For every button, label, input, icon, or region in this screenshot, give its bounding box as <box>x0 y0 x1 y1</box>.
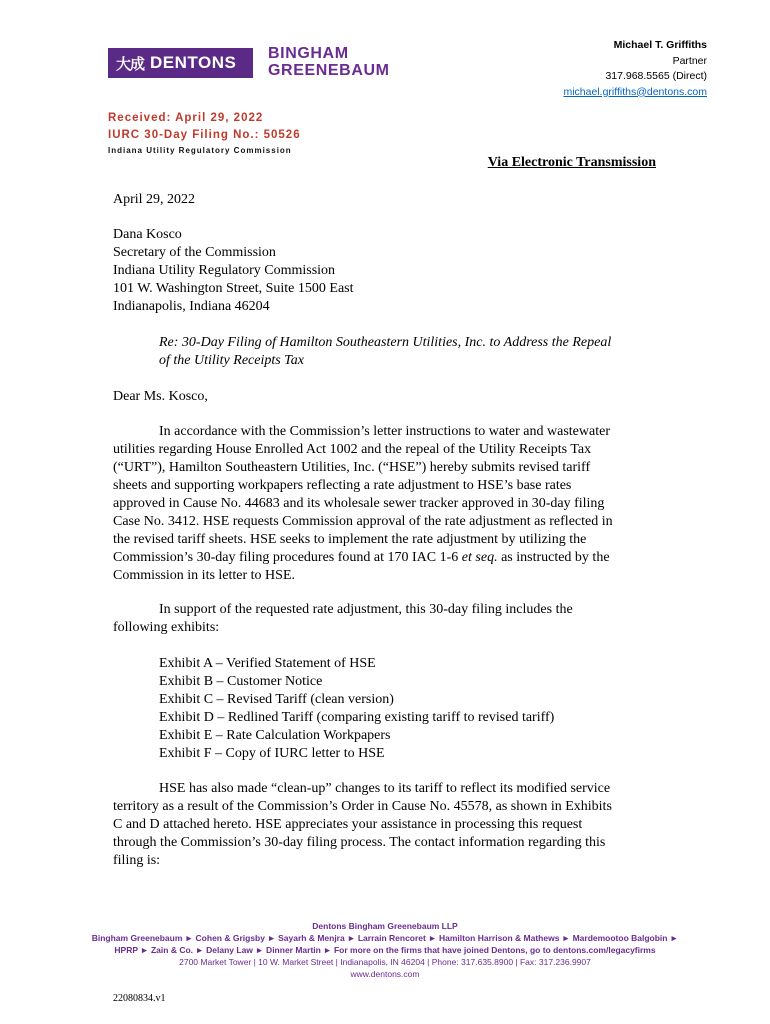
footer-address: 2700 Market Tower | 10 W. Market Street | Indianapolis, IN 46204 | Phone: 317.635.8900 | Fax: 317.236.9907 <box>179 957 591 967</box>
exhibit-item: Exhibit F – Copy of IURC letter to HSE <box>159 746 385 761</box>
logo-bingham-text: BINGHAM <box>268 45 349 62</box>
bingham-greenebaum-logo <box>268 45 390 79</box>
stamp-received: Received: April 29, 2022 <box>108 112 264 124</box>
subject-line-text: of the Utility Receipts Tax <box>159 353 304 368</box>
dentons-logo-box <box>108 48 253 78</box>
paragraph-line: territory as a result of the Commission’s Order in Cause No. 45578, as shown in Exhibits <box>113 799 612 814</box>
body-paragraph-1 <box>113 423 658 585</box>
paragraph-line: In accordance with the Commission’s letter instructions to water and wastewater <box>159 424 610 439</box>
address-line: Dana Kosco <box>113 227 182 242</box>
paragraph-line: the revised tariff sheets. HSE seeks to implement the rate adjustment by utilizing the <box>113 532 587 547</box>
address-line: Indiana Utility Regulatory Commission <box>113 263 336 278</box>
paragraph-line: HSE has also made “clean-up” changes to its tariff to reflect its modified service <box>159 781 611 796</box>
author-block <box>563 38 707 100</box>
paragraph-text: as instructed by the <box>497 550 610 565</box>
salutation: Dear Ms. Kosco, <box>113 389 208 404</box>
stamp-filing-number: IURC 30-Day Filing No.: 50526 <box>108 129 301 141</box>
paragraph-line: Case No. 3412. HSE requests Commission approval of the rate adjustment as reflected in <box>113 514 613 529</box>
via-line: Via Electronic Transmission <box>487 155 656 170</box>
footer-legacy-firms: Bingham Greenebaum ► Cohen & Grigsby ► Sayarh & Menjra ► Larrain Rencoret ► Hamilton Harrison & Mathews ► Mardemootoo Balgobin ► <box>91 933 679 943</box>
received-stamp <box>108 110 301 157</box>
exhibit-item: Exhibit B – Customer Notice <box>159 674 323 689</box>
paragraph-line: Commission in its letter to HSE. <box>113 568 296 583</box>
paragraph-line: (“URT”), Hamilton Southeastern Utilities, Inc. (“HSE”) hereby submits revised tariff <box>113 460 591 475</box>
paragraph-line: following exhibits: <box>113 620 220 635</box>
logo-dentons-text: DENTONS <box>150 53 237 72</box>
paragraph-line: C and D attached hereto. HSE appreciates your assistance in processing this request <box>113 817 583 832</box>
logo-chinese-text: 大成 <box>116 54 145 73</box>
body-paragraph-2 <box>113 601 658 637</box>
paragraph-text: Commission’s 30-day filing procedures found at 170 IAC 1-6 <box>113 550 462 565</box>
exhibit-item: Exhibit C – Revised Tariff (clean version) <box>159 692 394 707</box>
paragraph-line: utilities regarding House Enrolled Act 1002 and the repeal of the Utility Receipts Tax <box>113 442 592 457</box>
letter-date: April 29, 2022 <box>113 192 196 207</box>
address-line: 101 W. Washington Street, Suite 1500 East <box>113 281 354 296</box>
paragraph-line <box>113 549 658 567</box>
stamp-commission: Indiana Utility Regulatory Commission <box>108 146 292 155</box>
author-name: Michael T. Griffiths <box>613 39 707 51</box>
exhibit-item: Exhibit E – Rate Calculation Workpapers <box>159 728 391 743</box>
letterhead-footer <box>0 920 770 980</box>
recipient-address <box>113 226 354 316</box>
body-paragraph-3 <box>113 780 658 870</box>
exhibit-item: Exhibit D – Redlined Tariff (comparing existing tariff to revised tariff) <box>159 710 555 725</box>
address-line: Secretary of the Commission <box>113 245 276 260</box>
footer-firm-name: Dentons Bingham Greenebaum LLP <box>312 921 458 931</box>
document-number: 22080834.v1 <box>113 993 166 1004</box>
address-line: Indianapolis, Indiana 46204 <box>113 299 270 314</box>
paragraph-line: through the Commission’s 30-day filing process. The contact information regarding this <box>113 835 606 850</box>
paragraph-line: filing is: <box>113 853 161 868</box>
subject-line-text: Re: 30-Day Filing of Hamilton Southeastern Utilities, Inc. to Address the Repeal <box>159 335 612 350</box>
dentons-bingham-logo <box>108 45 398 84</box>
logo-greenebaum-text: GREENEBAUM <box>268 62 390 79</box>
paragraph-italic-text: et seq. <box>461 550 498 565</box>
footer-legacy-firms-cont: HPRP ► Zain & Co. ► Delany Law ► Dinner Martin ► For more on the firms that have joined Dentons, go to dentons.com/legacyfirms <box>114 945 656 955</box>
paragraph-line: approved in Cause No. 44683 and its wholesale sewer tracker approved in 30-day filing <box>113 496 605 511</box>
footer-website-link[interactable]: www.dentons.com <box>350 969 420 979</box>
paragraph-line: In support of the requested rate adjustment, this 30-day filing includes the <box>159 602 573 617</box>
author-title: Partner <box>672 54 707 67</box>
paragraph-line: sheets and supporting workpapers reflecting a rate adjustment to HSE’s base rates <box>113 478 572 493</box>
author-email-link[interactable]: michael.griffiths@dentons.com <box>563 85 707 98</box>
exhibit-item: Exhibit A – Verified Statement of HSE <box>159 656 376 671</box>
author-phone: 317.968.5565 (Direct) <box>605 70 707 82</box>
subject-line <box>159 334 654 370</box>
exhibit-list <box>159 655 554 763</box>
